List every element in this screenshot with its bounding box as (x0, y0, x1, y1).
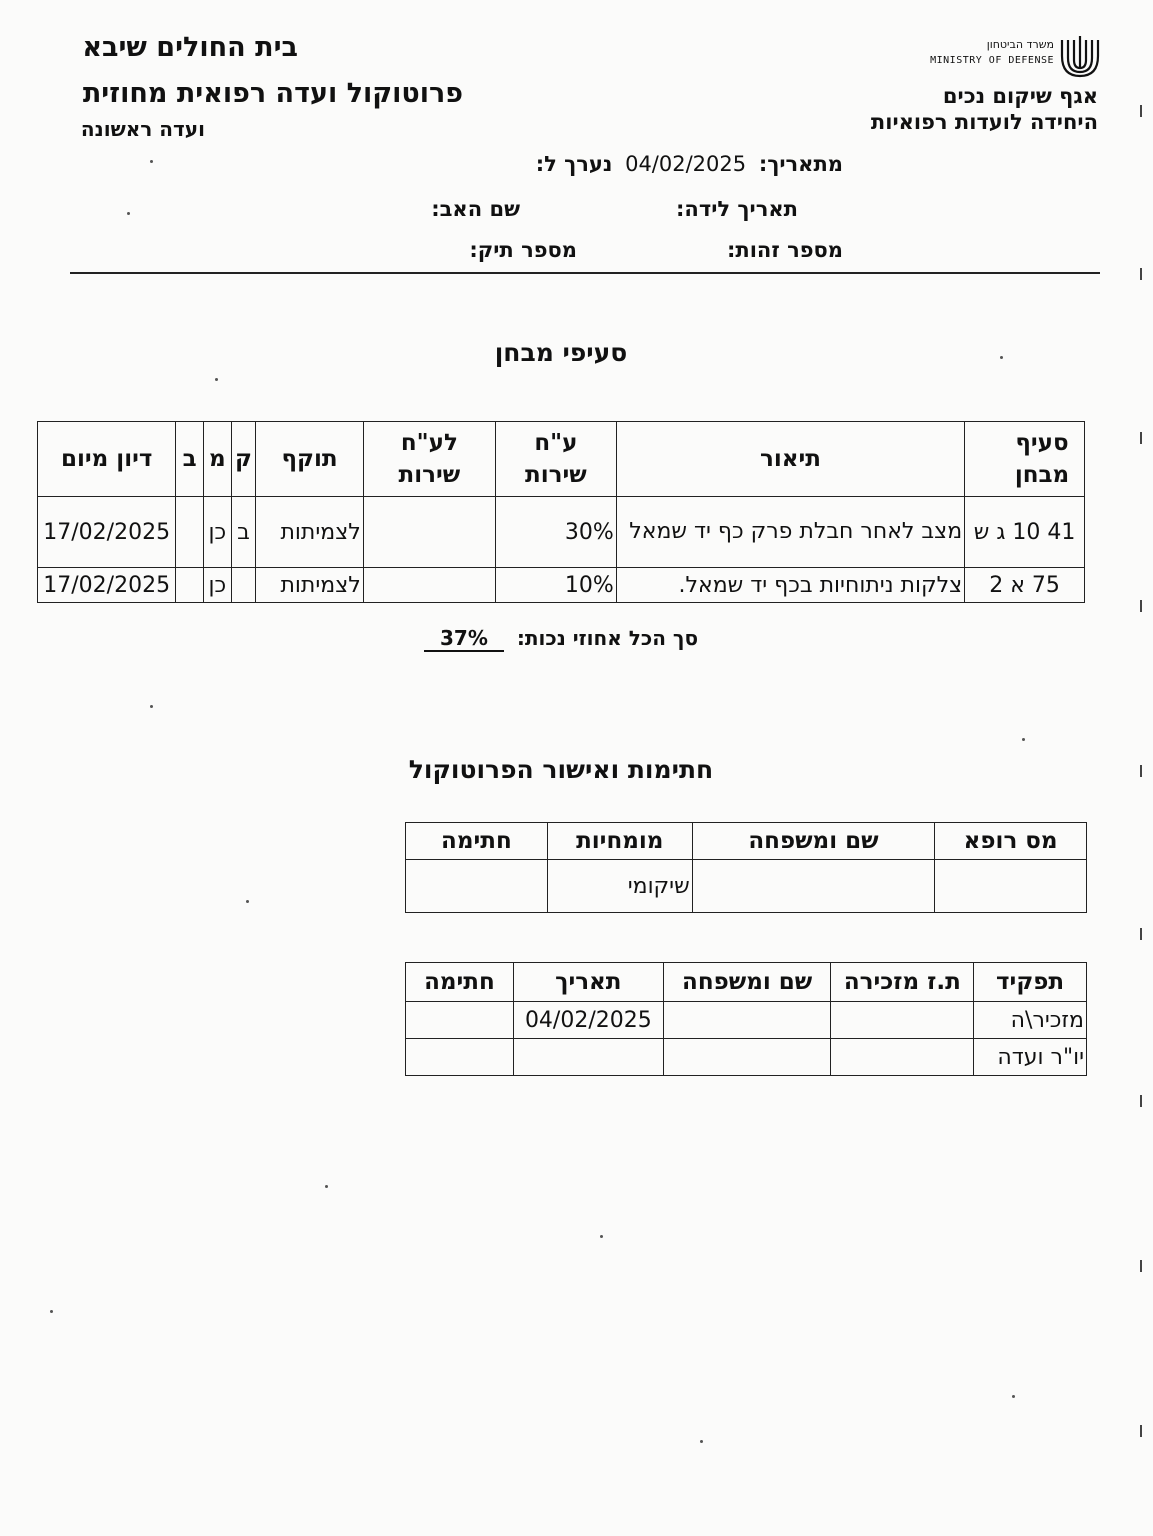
table-row (406, 1039, 1087, 1076)
table-row (406, 1002, 1087, 1039)
col-signature: חתימה (406, 823, 548, 860)
birth-date-label: תאריך לידה: (676, 197, 798, 221)
row-role: מזכיר\ה (974, 1002, 1087, 1039)
scan-speck (700, 1440, 703, 1443)
row-service-pct: 30% (495, 497, 616, 568)
committee-type: ועדה ראשונה (80, 117, 205, 141)
table-row (406, 860, 1087, 913)
row-full-name (663, 1039, 831, 1076)
signatures-heading: חתימות ואישור הפרוטוקול (408, 755, 714, 784)
row-doctor-no (935, 860, 1087, 913)
col-description: תיאור (616, 422, 964, 497)
row-b (176, 497, 204, 568)
scan-speck (150, 160, 153, 163)
date-field (536, 152, 843, 176)
col-date: תאריך (513, 963, 663, 1002)
total-disability-label: סך הכל אחוזי נכות: (516, 626, 699, 650)
row-k (231, 568, 256, 603)
row-review-date: 17/02/2025 (38, 568, 176, 603)
scan-speck (1012, 1395, 1015, 1398)
col-validity: תוקף (256, 422, 364, 497)
scan-speck (127, 212, 130, 215)
row-description: צלקות ניתוחיות בכף יד שמאל. (616, 568, 964, 603)
scan-speck (600, 1235, 603, 1238)
row-non-service-pct (363, 568, 495, 603)
date-value: 04/02/2025 (625, 152, 747, 176)
ministry-of-defense-logo (910, 30, 1102, 78)
row-secretary-id (831, 1002, 974, 1039)
exam-sections-heading: סעיפי מבחן (494, 338, 628, 367)
row-signature (406, 860, 548, 913)
scan-mark (1140, 600, 1142, 612)
col-doctor-no: מס רופא (935, 823, 1087, 860)
file-number-field (469, 238, 577, 262)
row-full-name (663, 1002, 831, 1039)
scan-mark (1140, 432, 1142, 444)
table-row (38, 497, 1085, 568)
row-signature (406, 1039, 514, 1076)
logo-english-text: MINISTRY OF DEFENSE (930, 55, 1054, 66)
col-specialty: מומחיות (547, 823, 692, 860)
col-b: ב (176, 422, 204, 497)
row-date (513, 1039, 663, 1076)
row-k: ב (231, 497, 256, 568)
row-m: כן (204, 568, 232, 603)
row-section: 41 10 ג ש (965, 497, 1085, 568)
prepared-for-label: נערך ל: (535, 152, 613, 176)
row-description: מצב לאחר חבלת פרק כף יד שמאל (616, 497, 964, 568)
scan-speck (215, 378, 218, 381)
scan-mark (1140, 765, 1142, 777)
col-k: ק (231, 422, 256, 497)
row-specialty: שיקומי (547, 860, 692, 913)
hospital-name: בית החולים שיבא (82, 32, 298, 63)
department-name: אגף שיקום נכים (942, 84, 1098, 108)
birth-date-field (676, 197, 798, 221)
row-date: 04/02/2025 (513, 1002, 663, 1039)
row-non-service-pct (363, 497, 495, 568)
row-validity: לצמיתות (256, 497, 364, 568)
total-disability-value: 37% (424, 626, 504, 652)
row-b (176, 568, 204, 603)
col-secretary-id: ת.ז מזכירה (831, 963, 974, 1002)
table-row (38, 568, 1085, 603)
row-validity: לצמיתות (256, 568, 364, 603)
col-role: תפקיד (974, 963, 1087, 1002)
scan-speck (246, 900, 249, 903)
father-name-field (431, 197, 520, 221)
scan-mark (1140, 105, 1142, 117)
col-review-date: דיון מיום (38, 422, 176, 497)
table-header-row (406, 963, 1087, 1002)
col-m: מ (204, 422, 232, 497)
scan-mark (1140, 928, 1142, 940)
row-secretary-id (831, 1039, 974, 1076)
file-number-label: מספר תיק: (469, 238, 577, 262)
col-full-name: שם ומשפחה (692, 823, 935, 860)
doctor-signature-table (405, 822, 1087, 913)
col-signature: חתימה (406, 963, 514, 1002)
row-role: יו"ר ועדה (974, 1039, 1087, 1076)
scan-speck (325, 1185, 328, 1188)
scan-mark (1140, 1260, 1142, 1272)
staff-signature-table (405, 962, 1087, 1076)
row-review-date: 17/02/2025 (38, 497, 176, 568)
date-label: מתאריך: (758, 152, 843, 176)
id-number-field (727, 238, 843, 262)
row-full-name (692, 860, 935, 913)
scan-speck (150, 705, 153, 708)
id-number-label: מספר זהות: (726, 238, 843, 262)
col-section: סעיף מבחן (965, 422, 1085, 497)
unit-name: היחידה לועדות רפואיות (870, 110, 1098, 134)
header-divider (70, 272, 1100, 274)
col-service-pct: ע"ח שירות (495, 422, 616, 497)
logo-hebrew-text: משרד הביטחון (986, 38, 1054, 51)
scan-mark (1140, 1095, 1142, 1107)
row-service-pct: 10% (495, 568, 616, 603)
col-full-name: שם ומשפחה (663, 963, 831, 1002)
total-disability-line (0, 626, 1122, 652)
table-header-row (38, 422, 1085, 497)
menorah-emblem-icon (1058, 30, 1102, 78)
row-section: 75 א 2 (965, 568, 1085, 603)
scan-speck (1000, 356, 1003, 359)
exam-sections-table (37, 421, 1085, 603)
father-name-label: שם האב: (431, 197, 520, 221)
scan-speck (50, 1310, 53, 1313)
protocol-title: פרוטוקול ועדה רפואית מחוזית (82, 78, 463, 109)
row-signature (406, 1002, 514, 1039)
row-m: כן (204, 497, 232, 568)
col-non-service-pct: לע"ח שירות (363, 422, 495, 497)
scan-speck (1022, 738, 1025, 741)
scan-mark (1140, 1425, 1142, 1437)
scan-mark (1140, 268, 1142, 280)
table-header-row (406, 823, 1087, 860)
